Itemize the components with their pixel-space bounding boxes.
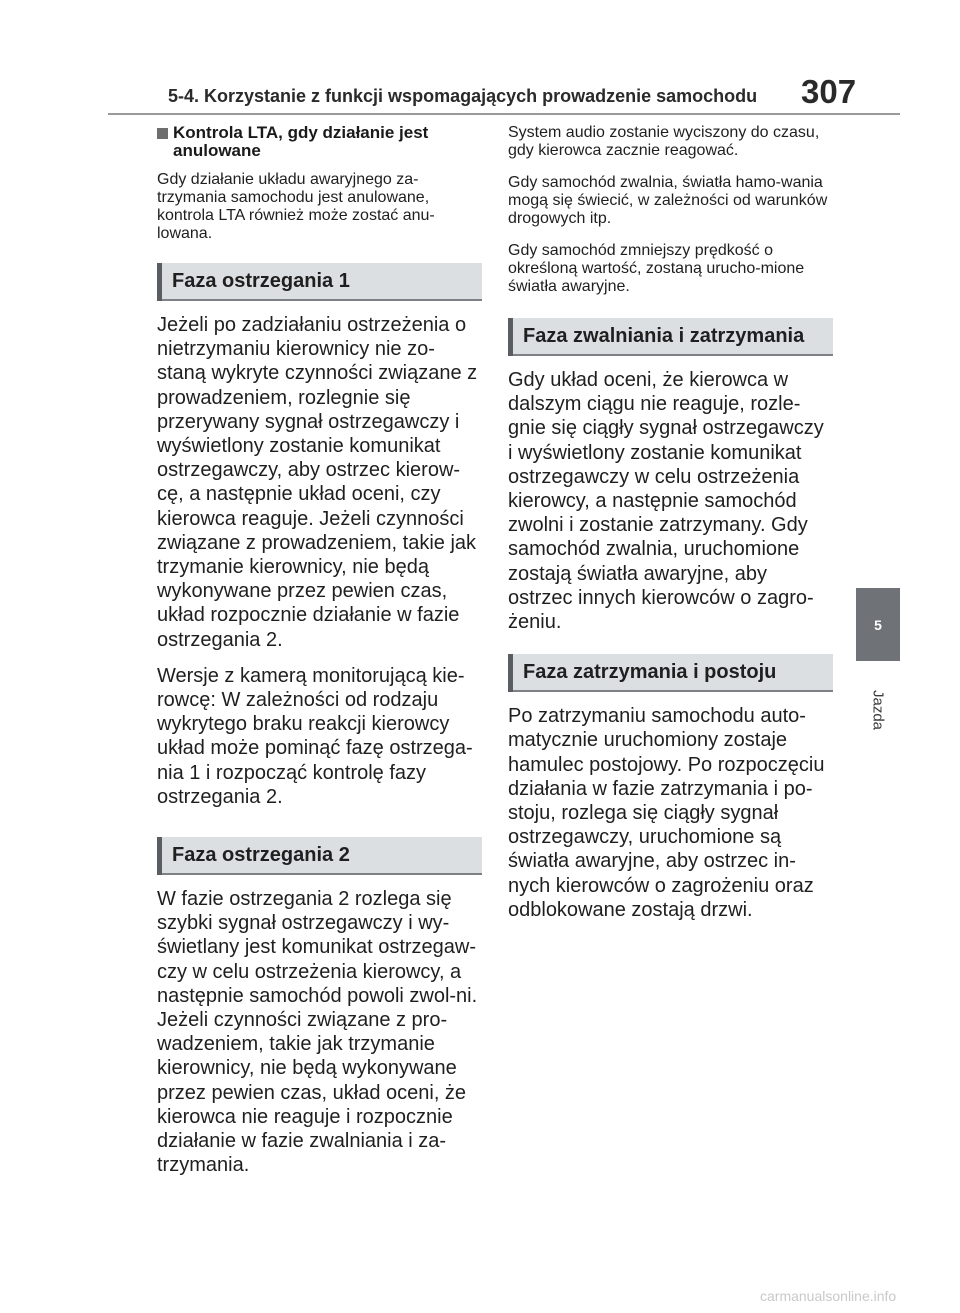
note-paragraph: Gdy samochód zwalnia, światła hamo-wania mogą się świecić, w zależności od warunków drogowych itp.	[508, 174, 828, 227]
right-column	[508, 124, 833, 934]
section-heading-warning-1	[157, 263, 482, 301]
left-column	[157, 124, 482, 1190]
subheading-text: Kontrola LTA, gdy działanie jest anulowane	[173, 123, 429, 160]
section-heading-slowdown-stop	[508, 318, 833, 356]
chapter-label	[858, 680, 898, 740]
section-heading-stop-hold	[508, 654, 833, 692]
section-heading-label: Faza zatrzymania i postoju	[523, 660, 777, 683]
page-header-title: 5-4. Korzystanie z funkcji wspomagających prowadzenie samochodu	[168, 86, 758, 106]
subheading-paragraph: Gdy działanie układu awaryjnego za-trzymania samochodu jest anulowane, kontrola LTA również może zostać anu-lowana.	[157, 171, 435, 242]
section-heading-label: Faza ostrzegania 2	[172, 843, 350, 866]
paragraph: Wersje z kamerą monitorującą kie-rowcę: W zależności od rodzaju wykrytego braku reakcji kierowcy układ może pominąć fazę ostrzega-nia 1 i rozpocząć kontrolę fazy ostrzegania 2.	[157, 664, 473, 808]
paragraph: Gdy układ oceni, że kierowca w dalszym ciągu nie reaguje, rozle-gnie się ciągły sygnał ostrzegawczy i wyświetlony zostanie komunikat ostrzegawczy w celu ostrzeżenia kierowcy, a następnie samochód zwolni i zostanie zatrzymany. Gdy samochód zwalnia, uruchomione zostają światła awaryjne, aby ostrzec innych kierowców o zagro-żeniu.	[508, 369, 824, 634]
section-heading-warning-2	[157, 837, 482, 875]
section-heading-label: Faza ostrzegania 1	[172, 269, 350, 292]
square-bullet-icon	[157, 128, 168, 139]
subheading	[157, 124, 482, 160]
paragraph: Po zatrzymaniu samochodu auto-matycznie uruchomiony zostaje hamulec postojowy. Po rozpoczęciu działania w fazie zatrzymania i po-stoju, rozlega się ciągły sygnał ostrzegawczy, uruchomione są światła awaryjne, aby ostrzec in-nych kierowców o zagrożeniu oraz odblokowane zostają drzwi.	[508, 705, 825, 921]
note-paragraph: Gdy samochód zmniejszy prędkość o określoną wartość, zostaną urucho-mione światła awaryjne.	[508, 242, 805, 295]
page-number: 307	[801, 73, 857, 110]
section-accent-bar	[157, 837, 162, 875]
chapter-tab	[856, 588, 900, 661]
watermark: carmanualsonline.info	[760, 1288, 897, 1304]
chapter-number: 5	[874, 616, 882, 633]
section-accent-bar	[157, 263, 162, 301]
section-accent-bar	[508, 654, 513, 692]
section-heading-label: Faza zwalniania i zatrzymania	[523, 324, 805, 347]
paragraph: W fazie ostrzegania 2 rozlega się szybki sygnał ostrzegawczy i wy-świetlany jest komunikat ostrzegaw-czy w celu ostrzeżenia kierowcy, a następnie samochód powoli zwol-ni. Jeżeli czynności związane z pro-wadzeniem, takie jak trzymanie kierownicy, nie będą wykonywane przez pewien czas, układ oceni, że kierowca nie reaguje i rozpocznie działanie w fazie zwalniania i za-trzymania.	[157, 888, 478, 1177]
note-paragraph: System audio zostanie wyciszony do czasu, gdy kierowca zacznie reagować.	[508, 124, 820, 159]
section-accent-bar	[508, 318, 513, 356]
chapter-label-text: Jazda	[869, 689, 887, 731]
paragraph: Jeżeli po zadziałaniu ostrzeżenia o nietrzymaniu kierownicy nie zo-staną wykryte czynności związane z prowadzeniem, rozlegnie się przerywany sygnał ostrzegawczy i wyświetlony zostanie komunikat ostrzegawczy, aby ostrzec kierow-cę, a następnie układ oceni, czy kierowca reaguje. Jeżeli czynności związane z prowadzeniem, takie jak trzymanie kierownicy, nie będą wykonywane przez pewien czas, układ rozpocznie działanie w fazie ostrzegania 2.	[157, 314, 478, 651]
header-divider	[108, 113, 900, 115]
